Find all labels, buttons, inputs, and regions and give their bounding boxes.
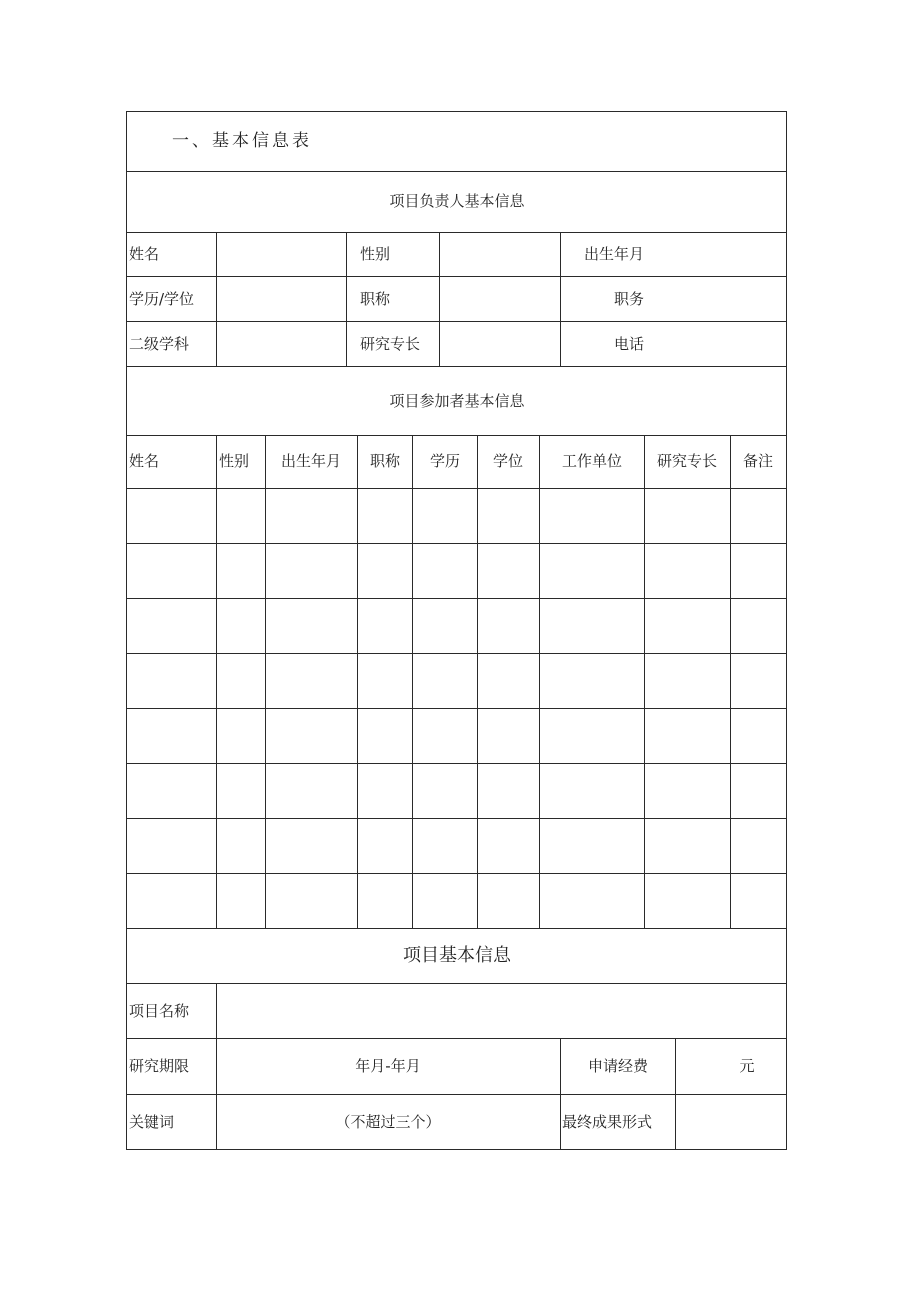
- leader-label-birth: 出生年月: [584, 245, 645, 263]
- participants-col-title: 职称: [369, 452, 401, 470]
- col-divider: [216, 232, 217, 366]
- leader-label-phone: 电话: [614, 335, 645, 353]
- col-divider: [216, 983, 217, 1149]
- project-name-label: 项目名称: [129, 1002, 190, 1020]
- participants-col-gender: 性别: [219, 452, 250, 470]
- row-divider: [126, 366, 787, 367]
- project-period-value: 年月-年月: [355, 1057, 421, 1075]
- row-divider: [126, 171, 787, 172]
- col-divider: [439, 232, 440, 366]
- project-funding-label: 申请经费: [587, 1057, 649, 1075]
- project-keywords-label: 关键词: [129, 1113, 175, 1131]
- row-divider: [126, 1038, 787, 1039]
- participants-heading: 项目参加者基本信息: [389, 392, 525, 410]
- col-divider: [357, 435, 358, 928]
- col-divider: [560, 1038, 561, 1149]
- row-divider: [126, 928, 787, 929]
- row-divider: [126, 873, 787, 874]
- col-divider: [539, 435, 540, 928]
- outer-border-bottom: [126, 1149, 787, 1150]
- outer-border-left: [126, 111, 127, 1150]
- col-divider: [644, 435, 645, 928]
- section-title: 一、基本信息表: [172, 131, 312, 151]
- row-divider: [126, 598, 787, 599]
- project-heading: 项目基本信息: [403, 945, 511, 966]
- col-divider: [216, 435, 217, 928]
- project-period-label: 研究期限: [129, 1057, 190, 1075]
- col-divider: [730, 435, 731, 928]
- leader-label-specialty: 研究专长: [360, 335, 421, 353]
- col-divider: [412, 435, 413, 928]
- row-divider: [126, 488, 787, 489]
- participants-col-name: 姓名: [129, 452, 160, 470]
- project-funding-unit: 元: [739, 1057, 755, 1075]
- row-divider: [126, 818, 787, 819]
- row-divider: [126, 983, 787, 984]
- row-divider: [126, 435, 787, 436]
- leader-label-gender: 性别: [360, 245, 391, 263]
- leader-label-education: 学历/学位: [129, 290, 195, 308]
- col-divider: [675, 1038, 676, 1149]
- row-divider: [126, 321, 787, 322]
- leader-label-position: 职务: [614, 290, 645, 308]
- row-divider: [126, 708, 787, 709]
- row-divider: [126, 276, 787, 277]
- col-divider: [265, 435, 266, 928]
- row-divider: [126, 763, 787, 764]
- participants-col-workplace: 工作单位: [561, 452, 623, 470]
- col-divider: [560, 232, 561, 366]
- participants-col-remarks: 备注: [742, 452, 774, 470]
- row-divider: [126, 543, 787, 544]
- project-result-label: 最终成果形式: [562, 1113, 653, 1131]
- participants-col-education: 学历: [429, 452, 461, 470]
- row-divider: [126, 1094, 787, 1095]
- leader-label-title: 职称: [360, 290, 391, 308]
- row-divider: [126, 653, 787, 654]
- participants-col-degree: 学位: [492, 452, 524, 470]
- leader-label-discipline: 二级学科: [129, 335, 190, 353]
- outer-border-top: [126, 111, 787, 112]
- project-keywords-hint: （不超过三个）: [335, 1113, 441, 1131]
- col-divider: [477, 435, 478, 928]
- leader-heading: 项目负责人基本信息: [389, 192, 525, 210]
- participants-col-specialty: 研究专长: [656, 452, 718, 470]
- row-divider: [126, 232, 787, 233]
- leader-label-name: 姓名: [129, 245, 160, 263]
- outer-border-right: [786, 111, 787, 1150]
- participants-col-birth: 出生年月: [280, 452, 342, 470]
- col-divider: [346, 232, 347, 366]
